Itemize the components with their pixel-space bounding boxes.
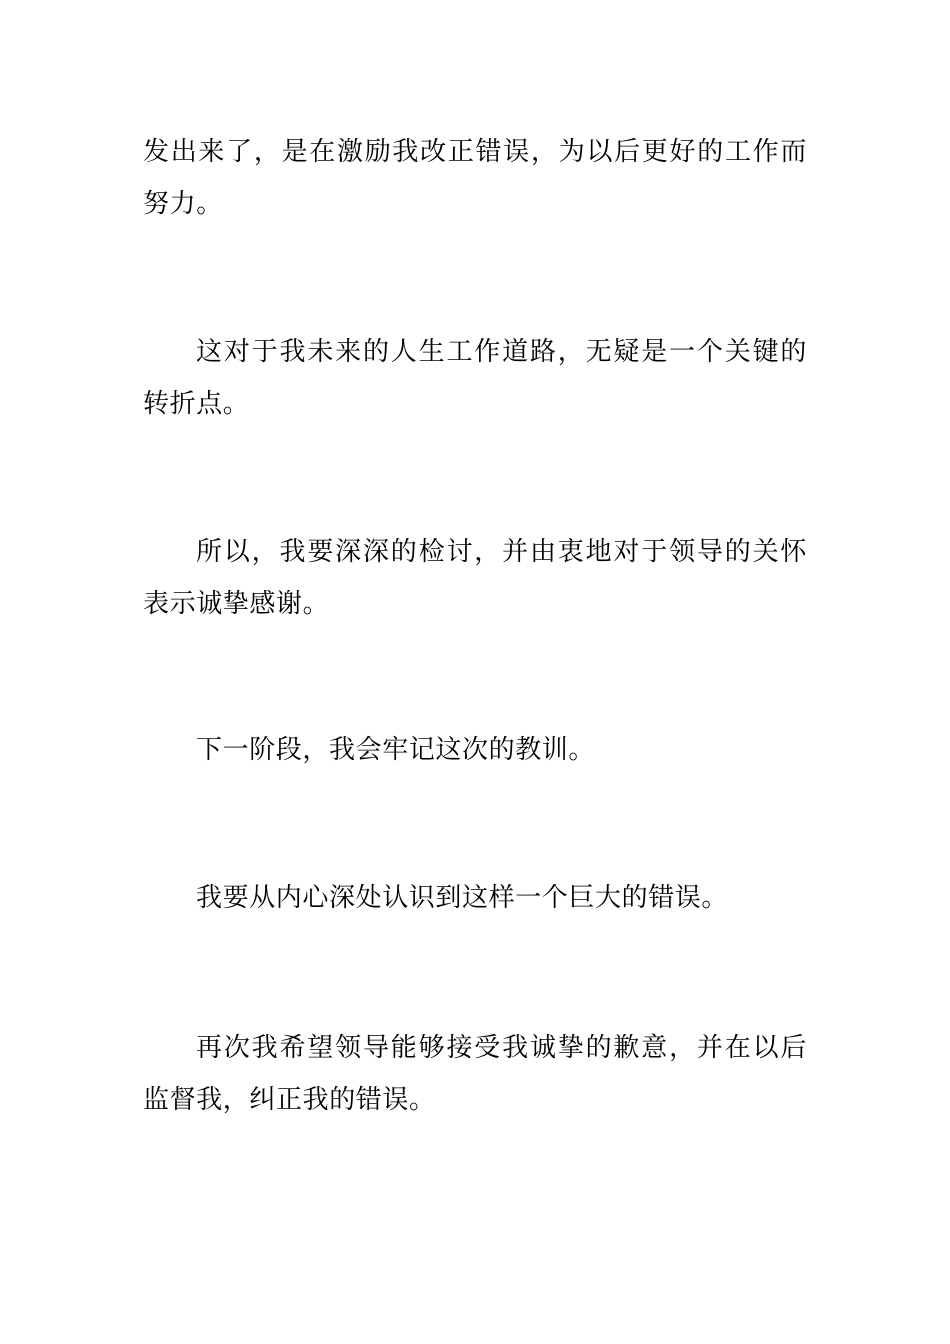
- paragraph-self-reflection: 所以，我要深深的检讨，并由衷地对于领导的关怀表示诚挚感谢。: [143, 537, 807, 619]
- paragraph-turning-point: 这对于我未来的人生工作道路，无疑是一个关键的转折点。: [143, 337, 807, 419]
- paragraph-lesson: 下一阶段，我会牢记这次的教训。: [196, 735, 596, 765]
- paragraph-recognition: 我要从内心深处认识到这样一个巨大的错误。: [196, 883, 729, 913]
- paragraph-continuation: 发出来了，是在激励我改正错误，为以后更好的工作而努力。: [143, 137, 807, 219]
- paragraph-apology: 再次我希望领导能够接受我诚挚的歉意，并在以后监督我，纠正我的错误。: [143, 1033, 807, 1115]
